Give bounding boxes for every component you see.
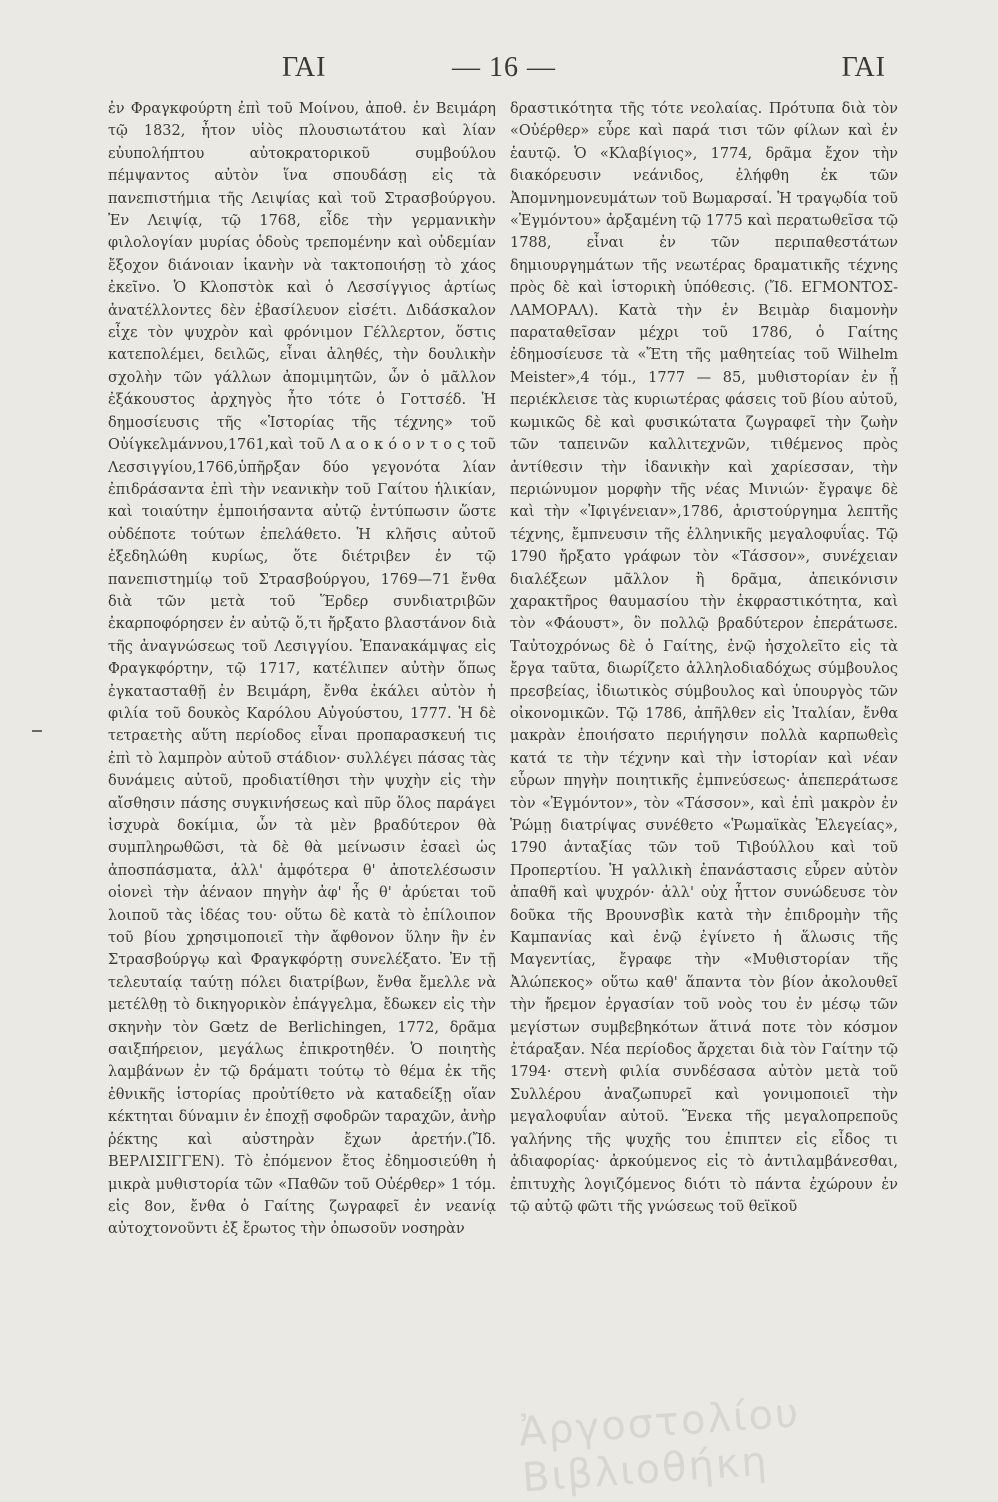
page-header [96,52,926,92]
right-text-column [510,98,898,1218]
library-stamp: Ἀργοστολίου Βιβλιοθήκη [517,1390,802,1502]
left-text-column [108,98,496,1241]
right-column-text: δραστικότητα τῆς τότε νεολαίας. Πρότυπα διὰ τὸν «Οὐέρθερ» εὗρε καὶ παρά τισι τῶν φίλων καὶ ἐν ἑαυτῷ. Ὁ «Κλαβίγιος», 1774, δρᾶμα ἔχον τὴν διακόρευσιν νεάνιδος, ἐλήφθη ἐκ τῶν Ἀπομνημονευμάτων τοῦ Βωμαρσαί. Ἡ τραγῳδία τοῦ «Ἐγμόντου» ἀρξαμένη τῷ 1775 καὶ περατωθεῖσα τῷ 1788, εἶναι ἐν τῶν περιπαθεστάτων δημιουργημάτων τῆς νεωτέρας δραματικῆς τέχνης πρὸς δὲ καὶ ἱστορικὴ ὑπόθεσις. (Ἴδ. ΕΓΜΟΝΤΟΣ-ΛΑΜΟΡΑΛ). Κατὰ τὴν ἐν Βειμὰρ διαμονὴν παραταθεῖσαν μέχρι τοῦ 1786, ὁ Γαίτης ἐδημοσίευσε τὰ «Ἔτη τῆς μαθητείας τοῦ Wilhelm Meister»,4 τόμ., 1777 — 85, μυθιστορίαν ἐν ᾗ περιέκλεισε τὰς κυριωτέρας φάσεις τοῦ βίου αὐτοῦ, κωμικῶς δὲ καὶ φυσικώτατα ζωγραφεῖ τὴν ζωὴν τῶν ταπεινῶν καλλιτεχνῶν, τιθέμενος πρὸς ἀντίθεσιν τὴν ἰδανικὴν καὶ χαρίεσσαν, τὴν περιώνυμον μορφὴν τῆς νέας Μινιών· ἔγραψε δὲ καὶ τὴν «Ἰφιγένειαν»,1786, ἀριστούργημα λεπτῆς τέχνης, ἔμπνευσιν τῆς ἑλληνικῆς μεγαλοφυΐας. Τῷ 1790 ἤρξατο γράφων τὸν «Τάσσον», συνέχειαν διαλέξεων μᾶλλον ἢ δρᾶμα, ἀπεικόνισιν χαρακτῆρος θαυμασίου τὴν ἐκφραστικότητα, καὶ τὸν «Φάουστ», ὃν πολλῷ βραδύτερον ἐπεράτωσε. Ταὐτοχρόνως δὲ ὁ Γαίτης, ἐνῷ ἠσχολεῖτο εἰς τὰ ἔργα ταῦτα, διωρίζετο ἀλληλοδιαδόχως σύμβουλος πρεσβείας, ἰδιωτικὸς σύμβουλος καὶ ὑπουργὸς τῶν οἰκονομικῶν. Τῷ 1786, ἀπῆλθεν εἰς Ἰταλίαν, ἔνθα μακρὰν ἐποιήσατο περιήγησιν πολλὰ καρπωθεὶς κατά τε τὴν τέχνην καὶ τὴν ἱστορίαν καὶ νέαν εὗρων πηγὴν ποιητικῆς ἐμπνεύσεως· ἀπεπεράτωσε τὸν «Ἐγμόντον», τὸν «Τάσσον», καὶ ἐπὶ μακρὸν ἐν Ῥώμῃ διατρίψας συνέθετο «Ῥωμαϊκὰς Ἐλεγείας», 1790 ἀνταξίας τῶν τοῦ Τιβούλλου καὶ τοῦ Προπερτίου. Ἡ γαλλικὴ ἐπανάστασις εὗρεν αὐτὸν ἀπαθῆ καὶ ψυχρόν· ἀλλ' οὐχ ἧττον συνώδευσε τὸν δοῦκα τῆς Βρουνσβὶκ κατὰ τὴν ἐπιδρομὴν τῆς Καμπανίας καὶ ἐνῷ ἐγίνετο ἡ ἅλωσις τῆς Μαγεντίας, ἔγραφε τὴν «Μυθιστορίαν τῆς Ἀλώπεκος» οὕτω καθ' ἅπαντα τὸν βίον ἀκολουθεῖ τὴν ἤρεμον ἐργασίαν τοῦ νοὸς του ἐν μέσῳ τῶν μεγίστων συμβεβηκότων ἅτινά ποτε τὸν κόσμον ἐτάραξαν. Νέα περίοδος ἄρχεται διὰ τὸν Γαίτην τῷ 1794· στενὴ φιλία συνδέσασα αὐτὸν μετὰ τοῦ Συλλέρου ἀναζωπυρεῖ καὶ γονιμοποιεῖ τὴν μεγαλοφυΐαν αὐτοῦ. Ἕνεκα τῆς μεγαλοπρεποῦς γαλήνης τῆς ψυχῆς του ἐπιπτεν εἰς εἶδος τι ἀδιαφορίας· ἀρκούμενος εἰς τὸ ἀντιλαμβάνεσθαι, ἐπιτυχὴς λογιζόμενος διότι τὸ πάντα ἐχώρουν ἐν τῷ αὐτῷ φῶτι τῆς γνώσεως τοῦ θεϊκοῦ [510,101,898,1215]
running-head-left: ΓΑΙ [282,52,327,83]
page-number: — 16 — [452,52,556,83]
left-column-text: ἐν Φραγκφούρτη ἐπὶ τοῦ Μοίνου, ἀποθ. ἐν Βειμάρη τῷ 1832, ἦτον υἱὸς πλουσιωτάτου καὶ λίαν εὐυπολήπτου αὐτοκρατορικοῦ συμβούλου πέμψαντος αὐτὸν ἵνα σπουδάσῃ εἰς τὰ πανεπιστήμια τῆς Λειψίας καὶ τοῦ Στρασβούργου. Ἐν Λειψίᾳ, τῷ 1768, εἶδε τὴν γερμανικὴν φιλολογίαν μυρίας ὁδοὺς τρεπομένην καὶ οὐδεμίαν ἔξοχον διάνοιαν ἱκανὴν νὰ τακτοποιήσῃ τὸ χάος ἐκεῖνο. Ὁ Κλοπστὸκ καὶ ὁ Λεσσίγγιος ἀρτίως ἀνατέλλοντες δὲν ἐβασίλευον εἰσέτι. Διδάσκαλον εἶχε τὸν ψυχρὸν καὶ φρόνιμον Γέλλερτον, ὅστις κατεπολέμει, δειλῶς, εἶναι ἀληθές, τὴν δουλικὴν σχολὴν τῶν γάλλων ἀπομιμητῶν, ὧν ὁ μᾶλλον ἐξάκουστος ἀρχηγὸς ἦτο τότε ὁ Γοττσέδ. Ἡ δημοσίευσις τῆς «Ἱστορίας τῆς τέχνης» τοῦ Οὐίγκελμάννου,1761,καὶ τοῦ Λ α ο κ ό ο ν τ ο ς τοῦ Λεσσιγγίου,1766,ὑπῆρξαν δύο γεγονότα λίαν ἐπιδράσαντα ἐπὶ τὴν νεανικὴν τοῦ Γαίτου ἡλικίαν, καὶ τοιαύτην ἐμποιήσαντα αὐτῷ ἐντύπωσιν ὥστε οὐδέποτε τούτων ἐπελάθετο. Ἡ κλῆσις αὐτοῦ ἐξεδηλώθη κυρίως, ὅτε διέτριβεν ἐν τῷ πανεπιστημίῳ τοῦ Στρασβούργου, 1769—71 ἔνθα διὰ τῶν μετὰ τοῦ Ἕρδερ συνδιατριβῶν ἐκαρποφόρησεν ἐν αὐτῷ ὅ,τι ἤρξατο βλαστάνον διὰ τῆς ἀναγνώσεως τοῦ Λεσιγγίου. Ἐπανακάμψας εἰς Φραγκφόρτην, τῷ 1717, κατέλιπεν αὐτὴν ὅπως ἐγκατασταθῇ ἐν Βειμάρη, ἔνθα ἐκάλει αὐτὸν ἡ φιλία τοῦ δουκὸς Καρόλου Αὐγούστου, 1777. Ἡ δὲ τετραετὴς αὕτη περίοδος εἶναι προπαρασκευή τις ἐπὶ τὸ λαμπρὸν αὐτοῦ στάδιον· συλλέγει πάσας τὰς δυνάμεις αὐτοῦ, προδιατίθησι τὴν ψυχὴν εἰς τὴν αἴσθησιν πάσης συγκινήσεως καὶ πῦρ ὅλος παράγει ἰσχυρὰ δοκίμια, ὧν τὰ μὲν βραδύτερον θὰ συμπληρωθῶσι, τὰ δὲ θὰ μείνωσιν ἐσαεὶ ὡς ἀποσπάσματα, ἀλλ' ἀμφότερα θ' ἀποτελέσωσιν οἱονεὶ τὴν ἀέναον πηγὴν ἀφ' ἧς θ' ἀρύεται τοῦ λοιποῦ τὰς ἰδέας του· οὕτω δὲ κατὰ τὸ ἐπίλοιπον τοῦ βίου χρησιμοποιεῖ τὴν ἄφθονον ὕλην ἣν ἐν Στρασβούργῳ καὶ Φραγκφόρτῃ συνελέξατο. Ἐν τῇ τελευταίᾳ ταύτῃ πόλει διατρίβων, ἔνθα ἔμελλε νὰ μετέλθῃ τὸ δικηγορικὸν ἐπάγγελμα, ἔδωκεν εἰς τὴν σκηνὴν τὸν Gœtz de Berlichingen, 1772, δρᾶμα σαιξπήρειον, μεγάλως ἐπικροτηθέν. Ὁ ποιητὴς λαμβάνων ἐν τῷ δράματι τούτῳ τὸ θέμα ἐκ τῆς ἐθνικῆς ἱστορίας προὐτίθετο νὰ καταδείξῃ οἵαν κέκτηται δύναμιν ἐν ἐποχῇ σφοδρῶν ταραχῶν, ἀνὴρ ῥέκτης καὶ αὐστηρὰν ἔχων ἀρετήν.(Ἴδ. ΒΕΡΛΙΣΙΓΓΕΝ). Τὸ ἐπόμενον ἔτος ἐδημοσιεύθη ἡ μικρὰ μυθιστορία τῶν «Παθῶν τοῦ Οὐέρθερ» 1 τόμ. εἰς 8ον, ἔνθα ὁ Γαίτης ζωγραφεῖ ἐν νεανίᾳ αὐτοχτονοῦντι ἐξ ἔρωτος τὴν ὀπωσοῦν νοσηρὰν [108,101,496,1238]
margin-mark [32,730,42,732]
running-head-right: ΓΑΙ [841,52,886,83]
